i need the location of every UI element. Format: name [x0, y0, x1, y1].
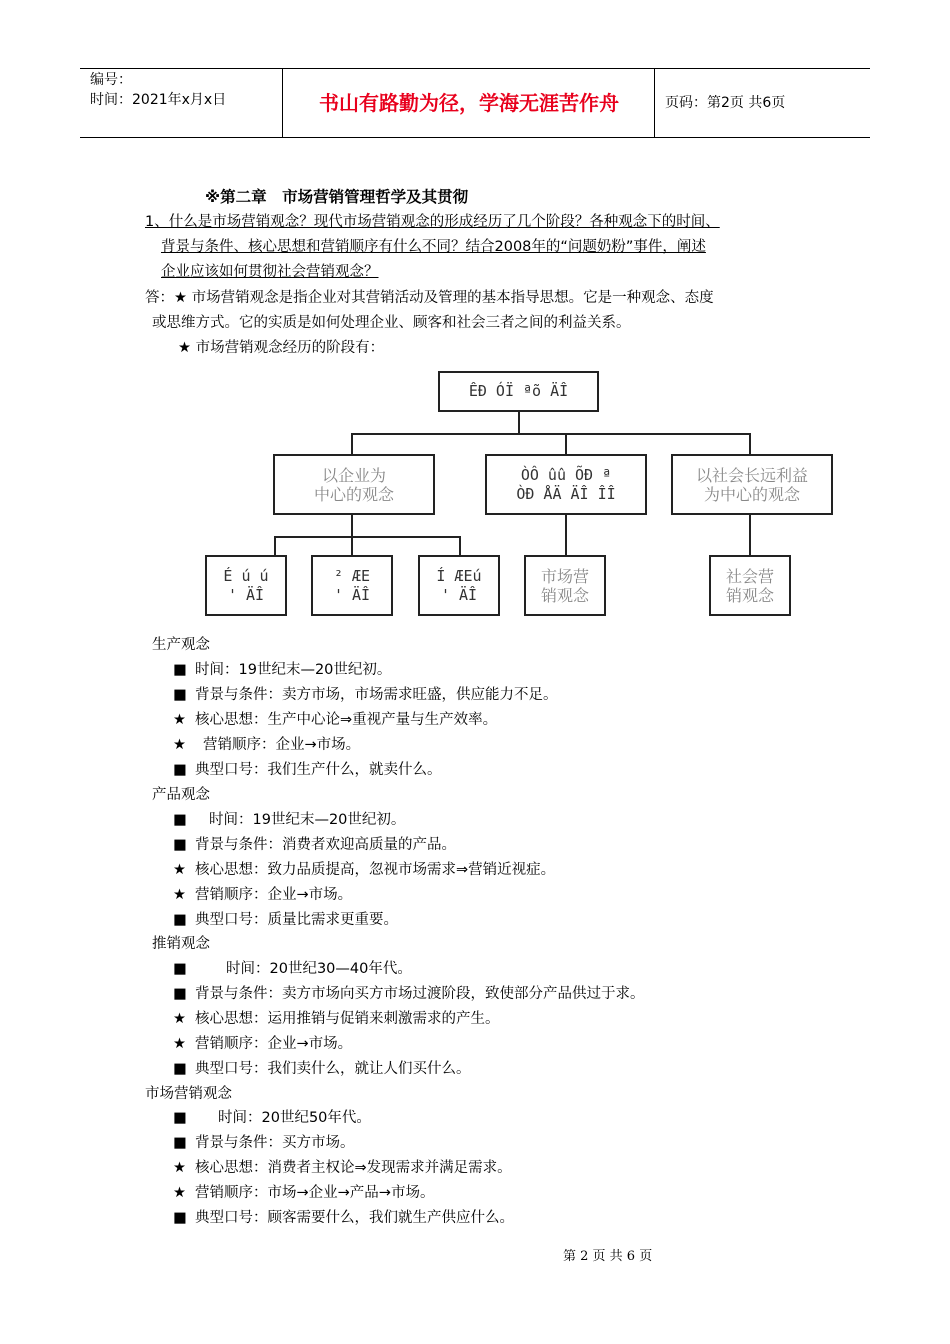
bullet-icon: ■	[173, 687, 187, 703]
star-icon: ★	[173, 1011, 186, 1027]
page-footer: 第 2 页 共 6 页	[563, 1249, 653, 1264]
connector	[749, 433, 751, 455]
connector	[351, 433, 751, 435]
item-text: 时间：20世纪30—40年代。	[226, 961, 412, 977]
item-text: 营销顺序：企业→市场。	[203, 737, 361, 753]
list-item	[173, 1133, 355, 1153]
bullet-icon: ■	[173, 961, 187, 977]
diagram-enterprise-centered-box: 以企业为 中心的观念	[273, 454, 435, 515]
connector	[749, 515, 751, 556]
diagram-consumer-centered-box: ÒÔ ûû ÕÐ ª ÒÐ ÅÄ ÄÎ ÎÎ	[485, 454, 647, 515]
section-title: 产品观念	[152, 787, 210, 803]
diagram-marketing-concept-box: 市场营 销观念	[524, 555, 606, 616]
answer-line-3: ★ 市场营销观念经历的阶段有：	[178, 340, 385, 356]
list-item	[173, 1158, 512, 1178]
list-item	[173, 735, 360, 755]
star-icon: ★	[173, 712, 186, 728]
item-text: 时间：19世纪末—20世纪初。	[195, 662, 392, 678]
bullet-icon: ■	[173, 1210, 187, 1226]
item-text: 核心思想：消费者主权论⇒发现需求并满足需求。	[195, 1160, 512, 1176]
list-item	[173, 1183, 434, 1203]
connector	[351, 433, 353, 455]
diagram-root-box: ÊÐ ÓÏ ªõ ÄÎ	[438, 371, 599, 412]
bullet-icon: ■	[173, 662, 187, 678]
time-label: 时间：2021年x月x日	[90, 92, 227, 108]
item-text: 时间：20世纪50年代。	[218, 1110, 371, 1126]
bullet-icon: ■	[173, 1135, 187, 1151]
list-item	[173, 835, 456, 855]
list-item	[173, 959, 412, 979]
diagram-production-concept-box: É ú ú ' ÄÎ	[205, 555, 287, 616]
answer-line-2: 或思维方式。它的实质是如何处理企业、顾客和社会三者之间的利益关系。	[152, 315, 631, 331]
list-item	[173, 984, 645, 1004]
list-item	[173, 1208, 514, 1228]
diagram-society-centered-box: 以社会长远利益 为中心的观念	[671, 454, 833, 515]
item-text: 核心思想：运用推销与促销来刺激需求的产生。	[195, 1011, 500, 1027]
bullet-icon: ■	[173, 812, 187, 828]
question-line-2: 背景与条件、核心思想和营销顺序有什么不同？结合2008年的“问题奶粉”事件，阐述	[161, 239, 706, 255]
item-text: 背景与条件：卖方市场，市场需求旺盛，供应能力不足。	[195, 687, 558, 703]
list-item	[173, 1009, 500, 1029]
list-item	[173, 810, 405, 830]
connector	[459, 536, 461, 556]
item-text: 典型口号：我们卖什么，就让人们买什么。	[195, 1061, 471, 1077]
item-text: 核心思想：致力品质提高，忽视市场需求⇒营销近视症。	[195, 862, 556, 878]
star-icon: ★	[173, 1185, 186, 1201]
star-icon: ★	[173, 862, 186, 878]
chapter-title: ※第二章 市场营销管理哲学及其贯彻	[205, 188, 469, 206]
diagram-product-concept-box: ² ÆE ' ÄÎ	[311, 555, 393, 616]
connector	[518, 412, 520, 434]
answer-line-1: 答：★ 市场营销观念是指企业对其营销活动及管理的基本指导思想。它是一种观念、态度	[145, 290, 714, 306]
star-icon: ★	[173, 1036, 186, 1052]
connector	[565, 515, 567, 556]
list-item	[173, 685, 558, 705]
connector	[351, 536, 353, 556]
item-text: 典型口号：顾客需要什么，我们就生产供应什么。	[195, 1210, 514, 1226]
diagram-selling-concept-box: Í ÆEú ' ÄÎ	[418, 555, 500, 616]
header-meta	[80, 69, 283, 137]
section-title: 推销观念	[152, 936, 210, 952]
connector	[274, 536, 461, 538]
item-text: 典型口号：我们生产什么，就卖什么。	[195, 762, 442, 778]
header-page-info: 页码：第2页 共6页	[665, 95, 786, 111]
list-item	[173, 760, 442, 780]
list-item	[173, 660, 391, 680]
item-text: 营销顺序：市场→企业→产品→市场。	[195, 1185, 435, 1201]
header-motto: 书山有路勤为径，学海无涯苦作舟	[284, 69, 655, 137]
item-text: 核心思想：生产中心论⇒重视产量与生产效率。	[195, 712, 498, 728]
list-item	[173, 1059, 471, 1079]
bullet-icon: ■	[173, 1110, 187, 1126]
section-title: 生产观念	[152, 637, 210, 653]
diagram-social-marketing-box: 社会营 销观念	[709, 555, 791, 616]
question-line-3: 企业应该如何贯彻社会营销观念？	[161, 264, 379, 280]
item-text: 背景与条件：消费者欢迎高质量的产品。	[195, 837, 456, 853]
item-text: 背景与条件：买方市场。	[195, 1135, 355, 1151]
bullet-icon: ■	[173, 986, 187, 1002]
list-item	[173, 1108, 371, 1128]
question-line-1: 1、什么是市场营销观念？现代市场营销观念的形成经历了几个阶段？各种观念下的时间、	[145, 214, 720, 230]
bullet-icon: ■	[173, 837, 187, 853]
list-item	[173, 710, 497, 730]
connector	[565, 433, 567, 455]
list-item	[173, 885, 352, 905]
star-icon: ★	[173, 887, 186, 903]
connector	[351, 515, 353, 537]
item-text: 时间：19世纪末—20世纪初。	[209, 812, 406, 828]
item-text: 营销顺序：企业→市场。	[195, 1036, 353, 1052]
bullet-icon: ■	[173, 1061, 187, 1077]
list-item	[173, 910, 398, 930]
item-text: 背景与条件：卖方市场向买方市场过渡阶段，致使部分产品供过于求。	[195, 986, 645, 1002]
item-text: 营销顺序：企业→市场。	[195, 887, 353, 903]
star-icon: ★	[173, 1160, 186, 1176]
connector	[274, 536, 276, 556]
bullet-icon: ■	[173, 912, 187, 928]
number-label: 编号：	[90, 72, 132, 88]
section-title: 市场营销观念	[145, 1086, 232, 1102]
list-item	[173, 860, 555, 880]
list-item	[173, 1034, 352, 1054]
star-icon: ★	[173, 737, 186, 753]
bullet-icon: ■	[173, 762, 187, 778]
item-text: 典型口号：质量比需求更重要。	[195, 912, 398, 928]
page-header	[80, 68, 870, 138]
